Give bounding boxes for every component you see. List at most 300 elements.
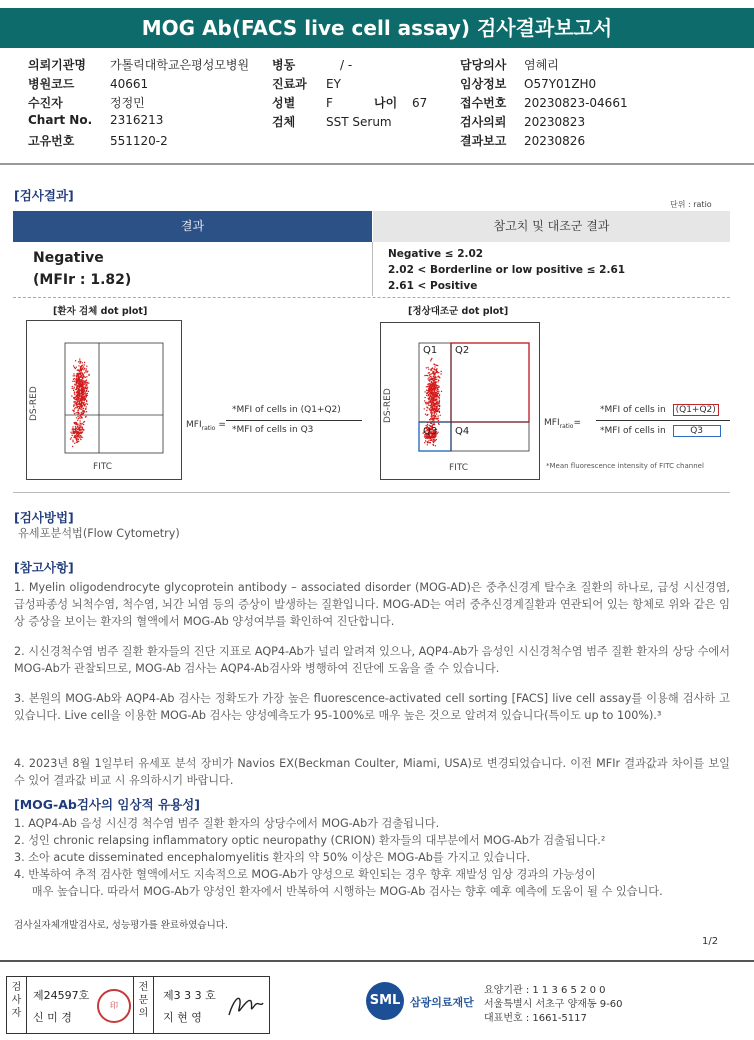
dot-plot-point	[437, 387, 438, 388]
dot-plot-point	[439, 377, 440, 378]
dot-plot-point	[75, 360, 76, 361]
label-hospital-code: 병원코드	[28, 77, 75, 91]
dot-plot-point	[439, 395, 440, 396]
dot-plot-point	[436, 409, 437, 410]
result-heading: [검사결과]	[14, 188, 74, 203]
dot-plot-point	[438, 418, 439, 419]
result-col-divider	[372, 242, 373, 296]
dot-plot-point	[430, 385, 431, 386]
dot-plot-point	[81, 414, 82, 415]
dot-plot-point	[431, 396, 432, 397]
dot-plot-point	[437, 389, 438, 390]
dot-plot-point	[74, 387, 75, 388]
dot-plot-point	[82, 389, 83, 390]
dot-plot-point	[87, 382, 88, 383]
dot-plot-point	[83, 386, 84, 387]
dot-plot-point	[84, 368, 85, 369]
dot-plot-point	[437, 432, 438, 433]
dot-plot-point	[433, 392, 434, 393]
dot-plot-point	[429, 422, 430, 423]
dot-plot-point	[85, 381, 86, 382]
dot-plot-point	[431, 404, 432, 405]
dot-plot-point	[432, 415, 433, 416]
dot-plot-point	[434, 403, 435, 404]
dot-plot-point	[75, 398, 76, 399]
dot-plot-point	[427, 386, 428, 387]
dot-plot-point	[424, 442, 425, 443]
label-patient: 수진자	[28, 96, 63, 110]
dot-plot-point	[429, 375, 430, 376]
dot-plot-point	[83, 391, 84, 392]
signature-box	[6, 976, 270, 1034]
note-2: 2. 시신경척수염 범주 질환 환자들의 진단 지표로 AQP4-Ab가 널리 알려져 있으나, AQP4-Ab가 음성인 시신경척수염 범주 질환 환자의 상당 수에서 MOG-Ab가 관찰되므로, MOG-Ab 검사는 AQP4-Ab검사와 병행하여 진단에 도움을 줄 수 있습니다.	[14, 645, 730, 675]
dot-plot-point	[431, 401, 432, 402]
dot-plot-point	[433, 405, 434, 406]
value-report-date: 20230826	[524, 134, 586, 148]
dot-plot-point	[432, 398, 433, 399]
dot-plot-point	[77, 412, 78, 413]
dot-plot-point	[86, 371, 87, 372]
patient-formula-num: *MFI of cells in (Q1+Q2)	[232, 405, 341, 415]
dot-plot-point	[74, 367, 75, 368]
dot-plot-point	[79, 360, 80, 361]
dot-plot-point	[78, 376, 79, 377]
dot-plot-point	[75, 412, 76, 413]
dot-plot-point	[438, 391, 439, 392]
dot-plot-point	[84, 372, 85, 373]
dot-plot-point	[430, 402, 431, 403]
dot-plot-point	[433, 374, 434, 375]
dot-plot-point	[433, 440, 434, 441]
dot-plot-point	[431, 410, 432, 411]
dot-plot-point	[429, 442, 430, 443]
dot-plot-point	[82, 437, 83, 438]
dot-plot-point	[435, 409, 436, 410]
dot-plot-point	[79, 406, 80, 407]
dot-plot-point	[75, 428, 76, 429]
note-3: 3. 본원의 MOG-Ab와 AQP4-Ab 검사는 정확도가 가장 높은 fluorescence-activated cell sorting [FACS] live cell assay를 이용해 검사하 고 있습니다. Live cell을 이용한 MOG-Ab 검사는 양성예측도가 95-100%로 매우 높은 것으로 알려져 있습니다(특이도 up to 100%).³	[14, 692, 730, 722]
dot-plot-point	[436, 403, 437, 404]
dot-plot-point	[433, 415, 434, 416]
dot-plot-point	[438, 401, 439, 402]
dot-plot-point	[79, 358, 80, 359]
dot-plot-point	[79, 401, 80, 402]
dot-plot-point	[78, 433, 79, 434]
dot-plot-point	[72, 446, 73, 447]
dot-plot-point	[76, 385, 77, 386]
value-receipt-no: 20230823-04661	[524, 96, 628, 110]
dot-plot-point	[80, 424, 81, 425]
dot-plot-point	[434, 386, 435, 387]
label-age: 나이	[374, 96, 398, 110]
dot-plot-point	[433, 413, 434, 414]
dot-plot-point	[432, 378, 433, 379]
label-request-date: 검사의뢰	[460, 115, 507, 129]
patient-formula-den: *MFI of cells in Q3	[232, 425, 314, 435]
dot-plot-point	[79, 426, 80, 427]
dot-plot-point	[438, 372, 439, 373]
dot-plot-point	[430, 412, 431, 413]
dot-plot-point	[426, 386, 427, 387]
header-col1	[28, 56, 268, 151]
result-mfir: (MFIr : 1.82)	[33, 272, 132, 288]
label-clinical-info: 임상정보	[460, 77, 507, 91]
dot-plot-point	[424, 375, 425, 376]
dot-plot-point	[82, 373, 83, 374]
dot-plot-point	[86, 406, 87, 407]
dot-plot-point	[75, 407, 76, 408]
value-patient: 정정민	[110, 96, 145, 110]
dot-plot-point	[426, 410, 427, 411]
dot-plot-point	[438, 409, 439, 410]
dot-plot-point	[79, 383, 80, 384]
dot-plot-point	[72, 426, 73, 427]
dot-plot-point	[86, 366, 87, 367]
validation-note: 검사실자체개발검사로, 성능평가를 완료하였습니다.	[14, 920, 228, 931]
dot-plot-point	[73, 388, 74, 389]
dot-plot-point	[74, 392, 75, 393]
value-clinical-info: O57Y01ZH0	[524, 77, 597, 91]
dot-plot-point	[78, 441, 79, 442]
dot-plot-point	[434, 364, 435, 365]
org-info	[484, 984, 623, 1026]
dot-plot-point	[84, 396, 85, 397]
specialist-name: 지 현 영	[163, 1011, 202, 1024]
dot-plot-point	[74, 432, 75, 433]
value-specimen: SST Serum	[326, 115, 392, 129]
dot-plot-point	[79, 394, 80, 395]
dot-plot-point	[79, 392, 80, 393]
dot-plot-point	[80, 366, 81, 367]
dot-plot-point	[81, 400, 82, 401]
dot-plot-point	[84, 388, 85, 389]
dot-plot-point	[76, 378, 77, 379]
dot-plot-point	[432, 382, 433, 383]
control-y-axis: DS-RED	[383, 388, 393, 423]
dot-plot-point	[435, 381, 436, 382]
dot-plot-point	[74, 401, 75, 402]
dot-plot-point	[84, 405, 85, 406]
dot-plot-point	[439, 402, 440, 403]
value-hospital-code: 40661	[110, 77, 149, 91]
dot-plot-point	[78, 436, 79, 437]
dot-plot-point	[426, 390, 427, 391]
dot-plot-point	[436, 386, 437, 387]
dot-plot-point	[434, 412, 435, 413]
dot-plot-point	[82, 399, 83, 400]
dot-plot-point	[434, 392, 435, 393]
dot-plot-point	[86, 368, 87, 369]
dot-plot-point	[438, 424, 439, 425]
dot-plot-point	[77, 404, 78, 405]
dot-plot-point	[85, 416, 86, 417]
dot-plot-point	[438, 405, 439, 406]
dot-plot-point	[81, 416, 82, 417]
value-ward: / -	[340, 58, 353, 72]
dot-plot-point	[440, 415, 441, 416]
dot-plot-point	[430, 400, 431, 401]
dot-plot-point	[428, 440, 429, 441]
dot-plot-point	[84, 384, 85, 385]
dot-plot-point	[432, 407, 433, 408]
dot-plot-point	[85, 370, 86, 371]
dot-plot-point	[75, 436, 76, 437]
dot-plot-point	[71, 395, 72, 396]
dot-plot-point	[427, 444, 428, 445]
dot-plot-point	[75, 384, 76, 385]
dot-plot-point	[76, 392, 77, 393]
dot-plot-point	[431, 398, 432, 399]
dot-plot-point	[439, 406, 440, 407]
dot-plot-point	[432, 384, 433, 385]
dot-plot-point	[78, 383, 79, 384]
dot-plot-point	[78, 361, 79, 362]
dot-plot-point	[433, 441, 434, 442]
dot-plot-point	[77, 388, 78, 389]
dot-plot-point	[84, 421, 85, 422]
mfi-text: MFI	[186, 420, 202, 430]
label-sex: 성별	[272, 96, 296, 110]
dot-plot-point	[431, 382, 432, 383]
ref-borderline: 2.02 < Borderline or low positive ≤ 2.61	[388, 264, 626, 276]
dot-plot-point	[435, 383, 436, 384]
result-divider	[13, 297, 730, 299]
reference-ranges	[388, 246, 625, 294]
dot-plot-point	[441, 391, 442, 392]
dot-plot-point	[81, 409, 82, 410]
dot-plot-point	[84, 362, 85, 363]
dot-plot-point	[430, 376, 431, 377]
control-formula-num	[600, 405, 719, 415]
dot-plot-point	[434, 398, 435, 399]
dot-plot-point	[75, 426, 76, 427]
dot-plot-point	[434, 366, 435, 367]
control-formula-line	[596, 420, 730, 421]
dot-plot-point	[77, 434, 78, 435]
dot-plot-point	[86, 385, 87, 386]
patient-mfi-label	[186, 420, 226, 432]
control-x-axis: FITC	[449, 463, 469, 473]
dot-plot-point	[74, 443, 75, 444]
dot-plot-point	[80, 404, 81, 405]
dot-plot-point	[427, 384, 428, 385]
dot-plot-point	[82, 423, 83, 424]
dot-plot-point	[86, 411, 87, 412]
dot-plot-point	[82, 394, 83, 395]
tester-license: 제24597호	[33, 989, 90, 1002]
dot-plot-point	[429, 379, 430, 380]
dot-plot-point	[441, 371, 442, 372]
dot-plot-point	[83, 392, 84, 393]
dot-plot-point	[81, 412, 82, 413]
header-divider	[0, 163, 754, 165]
dot-plot-point	[84, 376, 85, 377]
dot-plot-point	[426, 367, 427, 368]
dot-plot-point	[428, 398, 429, 399]
dot-plot-point	[435, 364, 436, 365]
dot-plot-point	[431, 414, 432, 415]
dot-plot-point	[73, 433, 74, 434]
dot-plot-point	[433, 400, 434, 401]
dot-plot-point	[83, 413, 84, 414]
dot-plot-point	[88, 374, 89, 375]
org-info-address: 서울특별시 서초구 양재동 9-60	[484, 999, 623, 1010]
dot-plot-point	[73, 379, 74, 380]
dot-plot-point	[424, 397, 425, 398]
dot-plot-point	[77, 416, 78, 417]
dot-plot-point	[84, 411, 85, 412]
dot-plot-point	[86, 401, 87, 402]
dot-plot-point	[88, 391, 89, 392]
dot-plot-point	[74, 375, 75, 376]
dot-plot-point	[73, 373, 74, 374]
dot-plot-point	[76, 442, 77, 443]
dot-plot-point	[86, 395, 87, 396]
dot-plot-point	[82, 362, 83, 363]
dot-plot-point	[81, 379, 82, 380]
dot-plot-point	[436, 372, 437, 373]
dot-plot-point	[82, 427, 83, 428]
dot-plot-point	[429, 437, 430, 438]
dot-plot-point	[433, 424, 434, 425]
dot-plot-point	[87, 404, 88, 405]
reference-col-header: 참고치 및 대조군 결과	[373, 211, 730, 242]
dot-plot-point	[81, 432, 82, 433]
dot-plot-point	[424, 408, 425, 409]
dot-plot-point	[83, 369, 84, 370]
dot-plot-point	[83, 402, 84, 403]
dot-plot-point	[432, 412, 433, 413]
dot-plot-point	[430, 422, 431, 423]
dot-plot-point	[86, 384, 87, 385]
dot-plot-point	[81, 403, 82, 404]
clinical-item-4-cont: 매우 높습니다. 따라서 MOG-Ab가 양성인 환자에서 반복하여 시행하는 MOG-Ab 검사는 향후 예후 예측에 도움이 될 수 있습니다.	[14, 885, 663, 898]
dot-plot-point	[72, 441, 73, 442]
dot-plot-point	[79, 380, 80, 381]
dot-plot-point	[71, 433, 72, 434]
dot-plot-point	[76, 407, 77, 408]
dot-plot-point	[82, 387, 83, 388]
dot-plot-point	[427, 393, 428, 394]
dot-plot-point	[426, 395, 427, 396]
dot-plot-point	[432, 367, 433, 368]
dot-plot-point	[78, 439, 79, 440]
dot-plot-point	[78, 397, 79, 398]
dot-plot-point	[75, 437, 76, 438]
signature-icon	[225, 987, 265, 1023]
control-den-text: *MFI of cells in	[600, 426, 666, 436]
clinical-list	[14, 815, 730, 900]
org-info-code: 요양기관 : 1 1 3 6 5 2 0 0	[484, 985, 606, 996]
page-number: 1/2	[702, 936, 719, 947]
patient-dot-plot	[26, 320, 182, 480]
dot-plot-point	[75, 368, 76, 369]
notes-heading: [참고사항]	[14, 560, 74, 575]
dot-plot-point	[81, 393, 82, 394]
dot-plot-point	[79, 430, 80, 431]
dot-plot-point	[439, 398, 440, 399]
dot-plot-point	[73, 428, 74, 429]
dot-plot-point	[78, 400, 79, 401]
dot-plot-point	[435, 379, 436, 380]
dot-plot-point	[72, 388, 73, 389]
dot-plot-point	[81, 391, 82, 392]
org-name: 삼광의료재단	[410, 996, 474, 1009]
dot-plot-point	[425, 402, 426, 403]
dot-plot-point	[80, 435, 81, 436]
dot-plot-point	[85, 409, 86, 410]
label-chart-no: Chart No.	[28, 113, 93, 127]
dot-plot-point	[431, 417, 432, 418]
label-department: 진료과	[272, 77, 307, 91]
control-num-text: *MFI of cells in	[600, 405, 666, 415]
dot-plot-point	[438, 380, 439, 381]
mean-note: *Mean fluorescence intensity of FITC channel	[546, 462, 704, 470]
dot-plot-point	[431, 399, 432, 400]
clinical-item-3: 3. 소아 acute disseminated encephalomyelitis 환자의 약 50% 이상은 MOG-Ab를 가지고 있습니다.	[14, 851, 530, 864]
dot-plot-point	[429, 383, 430, 384]
specialist-vertical-label: 전문의	[134, 977, 154, 1033]
dot-plot-point	[428, 372, 429, 373]
dot-plot-point	[428, 392, 429, 393]
dot-plot-point	[429, 374, 430, 375]
dot-plot-point	[76, 422, 77, 423]
value-department: EY	[326, 77, 341, 91]
method-text: 유세포분석법(Flow Cytometry)	[18, 527, 180, 540]
dot-plot-point	[430, 369, 431, 370]
dot-plot-point	[434, 418, 435, 419]
dot-plot-point	[77, 381, 78, 382]
dot-plot-point	[81, 402, 82, 403]
dot-plot-point	[84, 364, 85, 365]
dot-plot-point	[73, 390, 74, 391]
tester-vertical-label: 검사자	[7, 977, 27, 1033]
dot-plot-point	[79, 422, 80, 423]
label-receipt-no: 접수번호	[460, 96, 507, 110]
dot-plot-point	[432, 373, 433, 374]
dot-plot-point	[430, 386, 431, 387]
dot-plot-point	[433, 422, 434, 423]
label-unique-no: 고유번호	[28, 134, 75, 148]
value-age: 67	[412, 96, 428, 110]
control-dot-plot	[380, 322, 540, 480]
dot-plot-point	[438, 386, 439, 387]
dot-plot-point	[428, 387, 429, 388]
dot-plot-point	[85, 380, 86, 381]
dot-plot-point	[73, 375, 74, 376]
value-institution: 가톨릭대학교은평성모병원	[110, 58, 250, 72]
mfi-eq-2: =	[573, 418, 581, 428]
value-chart-no: 2316213	[110, 113, 164, 127]
label-specimen: 검체	[272, 115, 296, 129]
value-request-date: 20230823	[524, 115, 586, 129]
dot-plot-point	[433, 445, 434, 446]
org-info-phone: 대표번호 : 1661-5117	[484, 1013, 587, 1024]
dot-plot-point	[79, 372, 80, 373]
dot-plot-point	[425, 414, 426, 415]
dot-plot-point	[432, 393, 433, 394]
unit-label: 단위 : ratio	[670, 200, 712, 209]
dot-plot-point	[427, 367, 428, 368]
dot-plot-point	[73, 365, 74, 366]
dot-plot-point	[76, 417, 77, 418]
dot-plot-point	[83, 381, 84, 382]
dot-plot-point	[77, 441, 78, 442]
dot-plot-point	[76, 405, 77, 406]
dot-plot-point	[77, 437, 78, 438]
dot-plot-point	[72, 386, 73, 387]
plot-divider	[13, 492, 730, 493]
